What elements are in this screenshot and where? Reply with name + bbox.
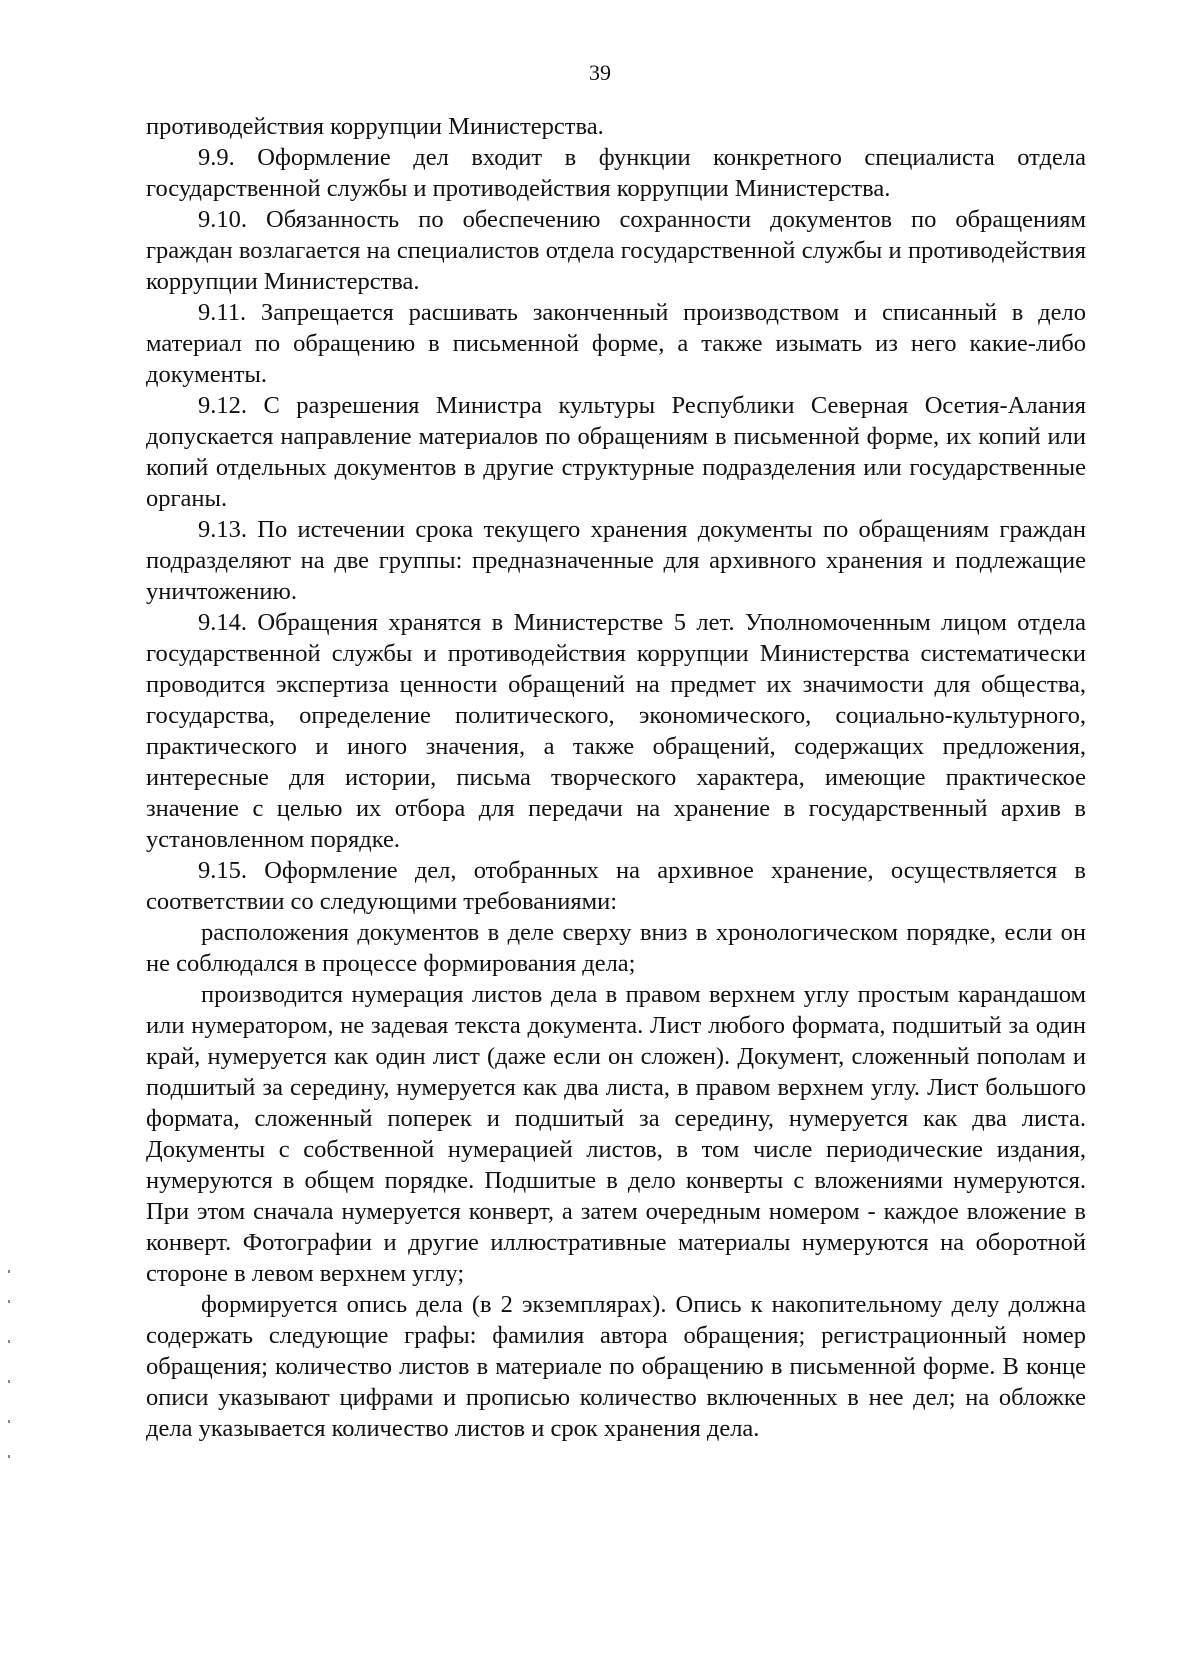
- paragraph-9-11: 9.11. Запрещается расшивать законченный производством и списанный в дело материал по обращению в письменной форме, а также изымать из него какие-либо документы.: [146, 299, 1086, 388]
- requirement-item-inventory: формируется опись дела (в 2 экземплярах). Опись к накопительному делу должна содержать следующие графы: фамилия автора обращения; регистрационный номер обращения; количество листов в материале по обращению в письменной форме. В конце описи указывают цифрами и прописью количество включенных в нее дел; на обложке дела указывается количество листов и срок хранения дела.: [146, 1291, 1086, 1442]
- paragraph-9-14: 9.14. Обращения хранятся в Министерстве 5 лет. Уполномоченным лицом отдела государственной службы и противодействия коррупции Министерства систематически проводится экспертиза ценности обращений на предмет их значимости для общества, государства, определение политического, экономического, социально-культурного, практического и иного значения, а также обращений, содержащих предложения, интересные для истории, письма творческого характера, имеющие практическое значение с целью их отбора для передачи на хранение в государственный архив в установленном порядке.: [146, 609, 1086, 853]
- paragraph-9-15: 9.15. Оформление дел, отобранных на архивное хранение, осуществляется в соответствии со следующими требованиями:: [146, 857, 1086, 915]
- requirement-item-numbering: производится нумерация листов дела в правом верхнем углу простым карандашом или нумератором, не задевая текста документа. Лист любого формата, подшитый за один край, нумеруется как один лист (даже если он сложен). Документ, сложенный пополам и подшитый за середину, нумеруется как два листа, в правом верхнем углу. Лист большого формата, сложенный поперек и подшитый за середину, нумеруется как два листа. Документы с собственной нумерацией листов, в том числе периодические издания, нумеруются в общем порядке. Подшитые в дело конверты с вложениями нумеруются. При этом сначала нумеруется конверт, а затем очередным номером - каждое вложение в конверт. Фотографии и другие иллюстративные материалы нумеруются на оборотной стороне в левом верхнем углу;: [146, 981, 1086, 1287]
- paragraph-continuation: противодействия коррупции Министерства.: [146, 113, 604, 140]
- requirement-item-arrangement: расположения документов в деле сверху вниз в хронологическом порядке, если он не соблюдался в процессе формирования дела;: [146, 919, 1086, 977]
- paragraph-9-9: 9.9. Оформление дел входит в функции конкретного специалиста отдела государственной службы и противодействия коррупции Министерства.: [146, 144, 1086, 202]
- paragraph-9-13: 9.13. По истечении срока текущего хранения документы по обращениям граждан подразделяют на две группы: предназначенные для архивного хранения и подлежащие уничтожению.: [146, 516, 1086, 605]
- scan-edge-marks: [0, 1270, 20, 1510]
- page-number: 39: [589, 60, 611, 85]
- document-body: [146, 111, 1086, 1444]
- paragraph-9-12: 9.12. С разрешения Министра культуры Республики Северная Осетия-Алания допускается направление материалов по обращениям в письменной форме, их копий или копий отдельных документов в другие структурные подразделения или государственные органы.: [146, 392, 1086, 512]
- paragraph-9-10: 9.10. Обязанность по обеспечению сохранности документов по обращениям граждан возлагается на специалистов отдела государственной службы и противодействия коррупции Министерства.: [146, 206, 1086, 295]
